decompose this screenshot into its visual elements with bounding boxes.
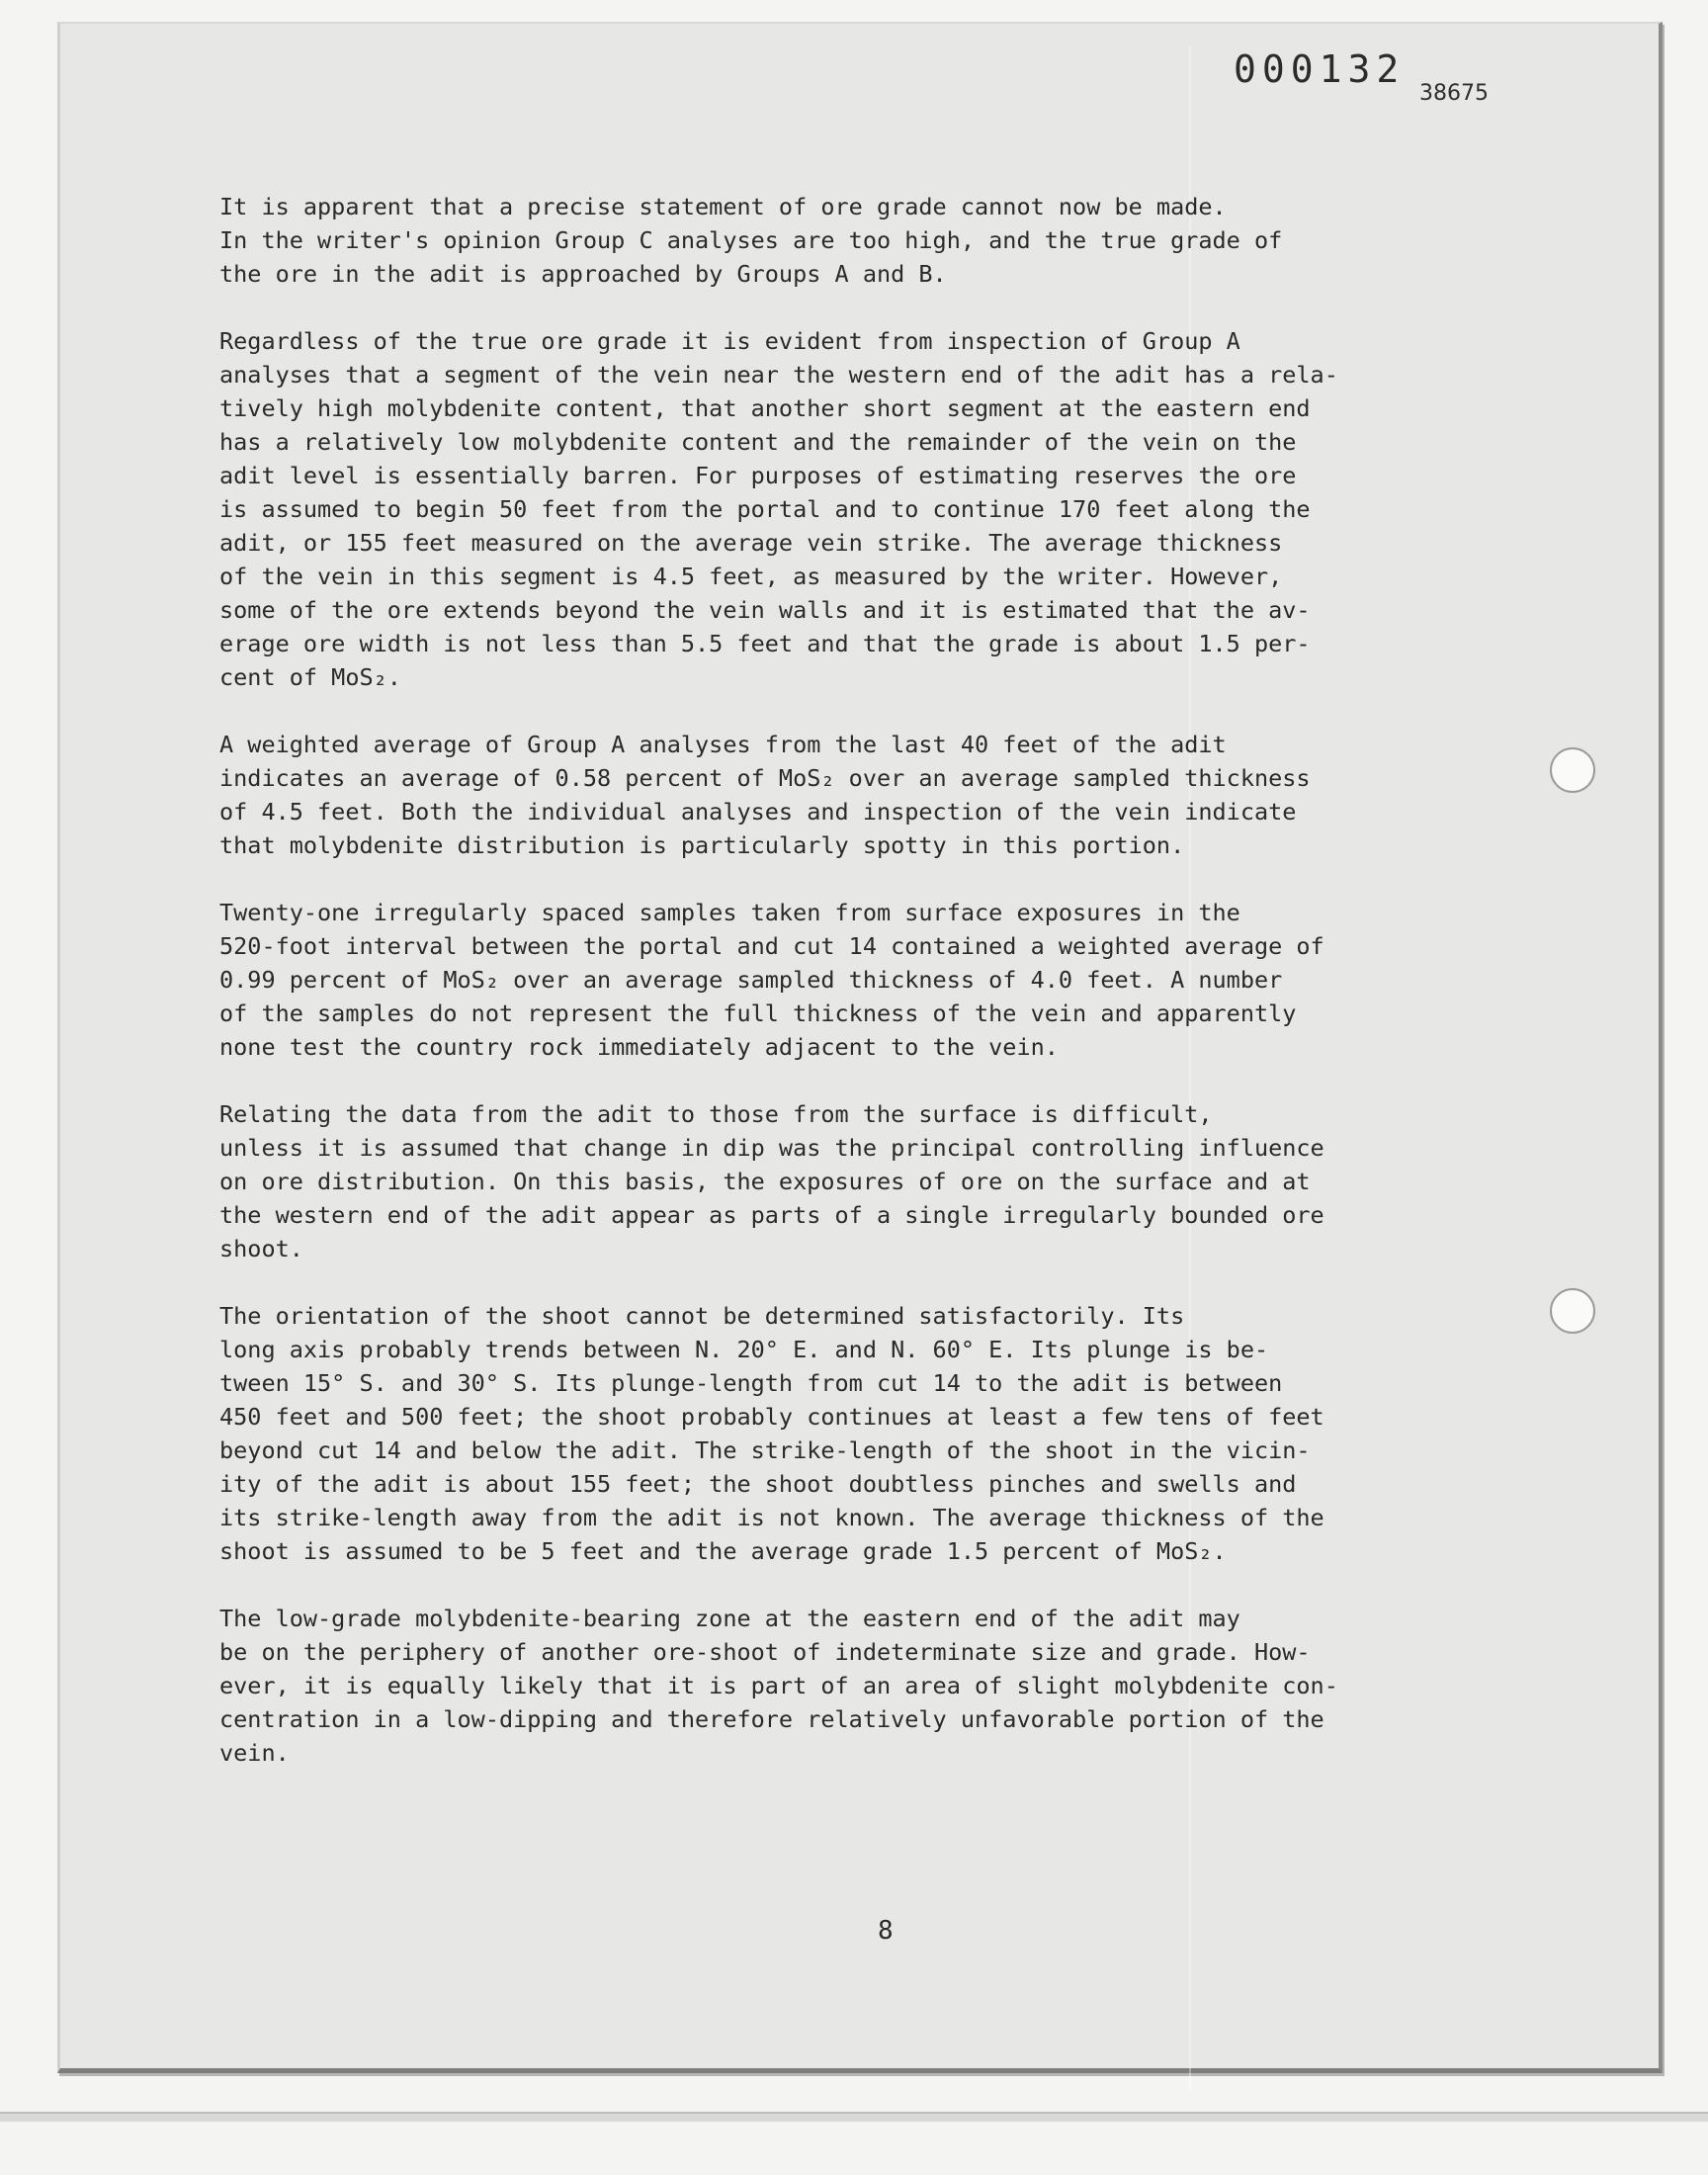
text-line: 0.99 percent of MoS₂ over an average sampled thickness of 4.0 feet. A number	[219, 966, 1283, 994]
paragraph-4	[219, 896, 1549, 1064]
paragraph-3	[219, 728, 1549, 862]
text-line: erage ore width is not less than 5.5 feet and that the grade is about 1.5 per-	[219, 630, 1311, 657]
text-line: some of the ore extends beyond the vein walls and it is estimated that the av-	[219, 596, 1311, 624]
text-line: of 4.5 feet. Both the individual analyses and inspection of the vein indicate	[219, 798, 1297, 826]
text-line: analyses that a segment of the vein near the western end of the adit has a rela-	[219, 361, 1338, 389]
text-line: the ore in the adit is approached by Groups A and B.	[219, 260, 947, 288]
text-line: shoot.	[219, 1235, 303, 1262]
text-line: vein.	[219, 1739, 290, 1767]
text-line: is assumed to begin 50 feet from the portal and to continue 170 feet along the	[219, 495, 1311, 523]
text-line: cent of MoS₂.	[219, 663, 401, 691]
text-line: adit, or 155 feet measured on the average vein strike. The average thickness	[219, 529, 1283, 557]
document-stamp-number: 000132	[1234, 47, 1406, 91]
text-line: has a relatively low molybdenite content and the remainder of the vein on the	[219, 428, 1297, 456]
text-line: on ore distribution. On this basis, the exposures of ore on the surface and at	[219, 1168, 1311, 1195]
text-line: centration in a low-dipping and therefore relatively unfavorable portion of the	[219, 1705, 1324, 1733]
document-body	[219, 190, 1549, 1803]
punch-hole-top	[1550, 747, 1595, 793]
paragraph-5	[219, 1097, 1549, 1265]
scanner-edge	[0, 2112, 1708, 2122]
text-line: adit level is essentially barren. For purposes of estimating reserves the ore	[219, 462, 1297, 489]
text-line: 520-foot interval between the portal and cut 14 contained a weighted average of	[219, 932, 1324, 960]
text-line: indicates an average of 0.58 percent of MoS₂ over an average sampled thickness	[219, 764, 1311, 792]
text-line: ever, it is equally likely that it is part of an area of slight molybdenite con-	[219, 1672, 1338, 1699]
paragraph-7	[219, 1602, 1549, 1770]
text-line: be on the periphery of another ore-shoot of indeterminate size and grade. How-	[219, 1638, 1311, 1666]
text-line: none test the country rock immediately adjacent to the vein.	[219, 1033, 1059, 1061]
text-line: The low-grade molybdenite-bearing zone at the eastern end of the adit may	[219, 1605, 1240, 1632]
text-line: The orientation of the shoot cannot be determined satisfactorily. Its	[219, 1302, 1185, 1330]
text-line: its strike-length away from the adit is not known. The average thickness of the	[219, 1504, 1324, 1531]
document-stamp-subnumber: 38675	[1419, 81, 1489, 106]
text-line: of the samples do not represent the full thickness of the vein and apparently	[219, 1000, 1297, 1027]
text-line: ity of the adit is about 155 feet; the shoot doubtless pinches and swells and	[219, 1470, 1297, 1498]
page-number: 8	[878, 1916, 894, 1946]
text-line: Regardless of the true ore grade it is evident from inspection of Group A	[219, 327, 1240, 355]
text-line: tween 15° S. and 30° S. Its plunge-length from cut 14 to the adit is between	[219, 1369, 1283, 1397]
paragraph-2	[219, 324, 1549, 694]
text-line: Relating the data from the adit to those from the surface is difficult,	[219, 1100, 1213, 1128]
text-line: Twenty-one irregularly spaced samples taken from surface exposures in the	[219, 899, 1240, 926]
text-line: of the vein in this segment is 4.5 feet, as measured by the writer. However,	[219, 563, 1283, 590]
text-line: A weighted average of Group A analyses from the last 40 feet of the adit	[219, 731, 1227, 758]
text-line: tively high molybdenite content, that another short segment at the eastern end	[219, 394, 1311, 422]
text-line: long axis probably trends between N. 20° E. and N. 60° E. Its plunge is be-	[219, 1336, 1269, 1363]
paragraph-1	[219, 190, 1549, 291]
paragraph-6	[219, 1299, 1549, 1568]
text-line: 450 feet and 500 feet; the shoot probably continues at least a few tens of feet	[219, 1403, 1324, 1431]
text-line: It is apparent that a precise statement of ore grade cannot now be made.	[219, 193, 1227, 220]
text-line: beyond cut 14 and below the adit. The strike-length of the shoot in the vicin-	[219, 1436, 1311, 1464]
text-line: that molybdenite distribution is particularly spotty in this portion.	[219, 831, 1185, 859]
text-line: the western end of the adit appear as parts of a single irregularly bounded ore	[219, 1201, 1324, 1229]
text-line: shoot is assumed to be 5 feet and the average grade 1.5 percent of MoS₂.	[219, 1537, 1227, 1565]
punch-hole-bottom	[1550, 1288, 1595, 1334]
text-line: In the writer's opinion Group C analyses are too high, and the true grade of	[219, 226, 1283, 254]
text-line: unless it is assumed that change in dip was the principal controlling influence	[219, 1134, 1324, 1162]
